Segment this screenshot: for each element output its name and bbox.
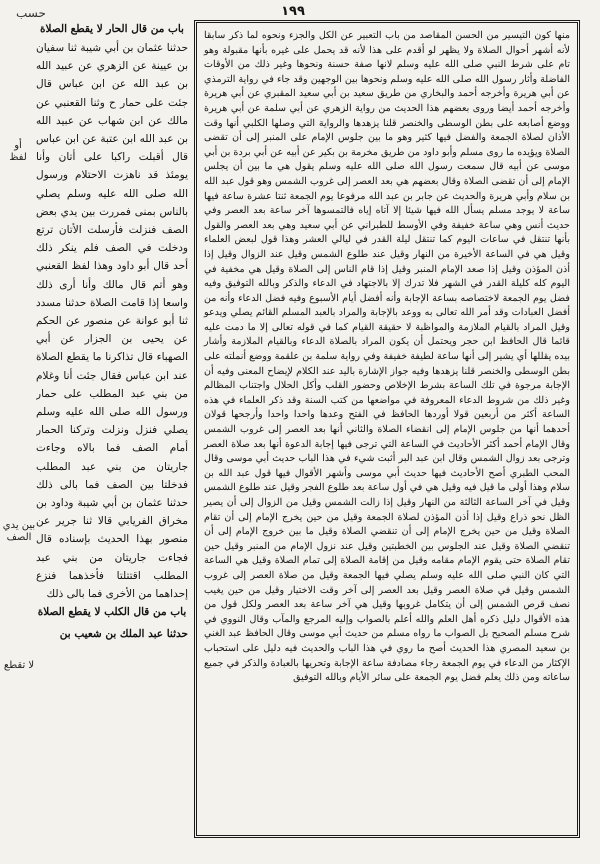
- hadith-footer-line: حدثنا عبد الملك بن شعيب بن: [59, 628, 188, 641]
- chapter-heading-bottom: باب من قال الكلب لا يقطع الصلاة: [37, 606, 187, 619]
- corner-mark: حسب: [16, 6, 46, 20]
- main-commentary-text: منها كون التيسير من الحسن المقاصد من باب التعبير عن الكل والجزء ونحوه لما ذكر سابقا لأنه أشهر أحوال الصلاة ولا يظهر لو أقدم على هذا لأنه قد يحمل على غيره بأنها مقبولة وهو تام على شرط النبي صلى الله عليه وسلم لانها صفة حسنة ونحوها وغير ذلك من الأوقات الفاضلة وأثار رسول الله صلى الله عليه وسلم ونحوها بين الوجهين وقد جاء في رواية الترمذي عن أبي هريرة وأخرجه أحمد والبخاري من طريق سعيد بن أبي سعيد المقبري عن أبي هريرة وأخرجه أحمد أيضا وروى بعضهم هذا الحديث من رواية الزهري عن أبي سلمة عن أبي هريرة ووضع أصابعه على بطن الوسطى والخنصر قلنا يزهدها والرواية التي وصلها الكلبي أنها وقت الأذان لصلاة الجمعة والفضل فيها كثير وهو ما بين جلوس الإمام على المنبر إلى أن تقضى الصلاة ويؤيده ما روى مسلم وأبو داود من طريق مخرمة بن بكير عن أبيه عن أبي بردة بن أبي موسى عن أبيه قال سمعت رسول الله صلى الله عليه وسلم يقول هي ما بين أن يجلس الإمام إلى أن تقضى الصلاة وقال بعضهم هي بعد العصر إلى غروب الشمس وهو قول عبد الله بن سلام وأبي هريرة والحديث عن جابر بن عبد الله مرفوعا يوم الجمعة ثنتا عشرة ساعة فيها ساعة لا يوجد مسلم يسأل الله فيها شيئا إلا آتاه إياه فالتمسوها آخر ساعة بعد العصر وفي حديث أنس وهي ساعة خفيفة وفي الأوسط للطبراني عن أبي سعيد وهي بعد العصر والقول بأنها تنتقل في ساعات اليوم كما تنتقل ليلة القدر في ليالي العشر وهذا قول لبعض العلماء وقيل هي في الساعة الأخيرة من النهار وقيل عند طلوع الشمس وقيل عند الزوال وقيل إذا أذن المؤذن وقيل إذا صعد الإمام المنبر وقيل إذا قام الناس إلى الصلاة وقيل هي مخفية في اليوم كله كليلة القدر في الشهر فلا تدرك إلا بالاجتهاد في الدعاء والذكر وبالله التوفيق وفيه فضل يوم الجمعة لاختصاصه بساعة الإجابة وأنه أفضل أيام الأسبوع وفيه فضل الدعاء وأنه من أفضل العبادات وقد أمر الله تعالى به ووعد بالإجابة والمراد بالعبد المسلم القائم يصلي ويدعو وقيل المراد بالقيام الملازمة والمواظبة لا حقيقة القيام كما في قوله تعالى إلا ما دمت عليه قائما قال الحافظ ابن حجر ويحتمل أن يكون المراد بالصلاة الدعاء وبالقيام الملازمة وأشار بيده يقللها أي يشير إلى أنها ساعة لطيفة خفيفة وفي رواية سلمة بن علقمة ووضع أنملته على بطن الوسطى والخنصر قلنا يزهدها وفيه جواز الإشارة باليد عند الكلام لإيضاح المعنى وفيه أن الإجابة مرجوة في تلك الساعة بشرط الإخلاص وحضور القلب وأكل الحلال واجتناب المظالم وغير ذلك من شروط الدعاء المعروفة في مواضعها من كتب السنة وقد ذكر العلماء في هذه الساعة أكثر من أربعين قولا أوردها الحافظ في الفتح وعدها واحدا واحدا وأرجحها قولان أحدهما أنها من جلوس الإمام إلى انقضاء الصلاة والثاني أنها بعد العصر إلى غروب الشمس وقال الإمام أحمد أكثر الأحاديث في الساعة التي ترجى فيها إجابة الدعوة أنها بعد صلاة العصر وترجى بعد زوال الشمس وقال ابن عبد البر أثبت شيء في هذا الباب حديث أبي موسى وقال المحب الطبري أصح الأحاديث فيها حديث أبي موسى وأشهر الأقوال فيها قول عبد الله بن سلام وهذا أولى ما قيل فيه وقيل هي في أول ساعة بعد طلوع الفجر وقيل عند طلوع الشمس وقيل في آخر الساعة الثالثة من النهار وقيل إذا زالت الشمس وقيل من الزوال إلى أن يصير الظل نحو ذراع وقيل إذا أذن المؤذن لصلاة الجمعة وقيل من حين يخرج الإمام إلى أن تقام الصلاة وقيل من حين يخرج الإمام إلى أن تنقضي الصلاة وقيل ما بين خروج الإمام إلى أن تنقضي الصلاة وقيل عند الجلوس بين الخطبتين وقيل عند نزول الإمام من المنبر وقيل حين تقام الصلاة حتى يقوم الإمام مقامه وقيل من إقامة الصلاة إلى تمام الصلاة وقيل هي الساعة التي كان النبي صلى الله عليه وسلم يصلي فيها الجمعة وقيل من صلاة العصر إلى غروب الشمس وقيل في صلاة العصر وقيل بعد العصر إلى آخر وقت الاختيار وقيل من حين يغيب نصف قرص الشمس إلى أن يتكامل غروبها وقيل هي آخر ساعة بعد العصر ولكل قول من هذه الأقوال دليل ذكره أهل العلم والله أعلم بالصواب وإليه المرجع والمآب وقال النووي في شرح مسلم الصحيح بل الصواب ما رواه مسلم من حديث أبي موسى وقال الحافظ عبد الغني بن سعيد المصري هذا الحديث أصح ما روي في هذا الباب والحديث فيه دليل على استحباب الإكثار من الدعاء في يوم الجمعة رجاء مصادفة ساعة الإجابة وتحريها بالعبادة والذكر في جميع ساعاته ومن ذلك يعلم فضل يوم الجمعة على سائر الأيام وبالله التوفيق: [204, 30, 570, 684]
- hadith-side-column: [36, 20, 188, 838]
- chapter-heading-top: باب من قال الحار لا يقطع الصلاة: [40, 23, 184, 35]
- margin-note-middle: بين يدي الصف: [2, 520, 36, 543]
- main-commentary-frame: [194, 20, 580, 838]
- hadith-text: حدثنا عثمان بن أبي شيبة ثنا سفيان بن عيينة عن الزهري عن عبيد الله بن عبد الله عن ابن عباس قال جئت على حمار ح وثنا القعنبي عن مالك عن ابن شهاب عن عبيد الله بن عبد الله ابن عتبة عن ابن عباس قال أقبلت راكبا على أتان وأنا يومئذ قد ناهزت الاحتلام ورسول الله صلى الله عليه وسلم يصلي بالناس بمنى فمررت بين يدي بعض الصف فنزلت فأرسلت الأتان ترتع ودخلت في الصف فلم ينكر ذلك أحد قال أبو داود وهذا لفظ القعنبي وهو أتم قال مالك وأنا أرى ذلك واسعا إذا قامت الصلاة حدثنا مسدد ثنا أبو عوانة عن منصور عن الحكم عن يحيى بن الجزار عن أبي الصهباء قال تذاكرنا ما يقطع الصلاة عند ابن عباس فقال جئت أنا وغلام من بني عبد المطلب على حمار ورسول الله صلى الله عليه وسلم يصلي فنزل ونزلت وتركنا الحمار أمام الصف فما بالاه وجاءت جاريتان من بني عبد المطلب فدخلتا بين الصف فما بالى ذلك حدثنا عثمان بن أبي شيبة وداود بن مخراق الفريابي قالا ثنا جرير عن منصور بهذا الحديث بإسناده قال فجاءت جاريتان من بني عبد المطلب اقتتلتا فأخذهما فنزع إحداهما من الأخرى فما بالى ذلك: [36, 42, 188, 601]
- margin-note-upper: أو لفظ: [9, 140, 27, 163]
- page-number: ١٩٩: [281, 4, 305, 19]
- margin-note-lower: لا تقطع: [3, 660, 35, 671]
